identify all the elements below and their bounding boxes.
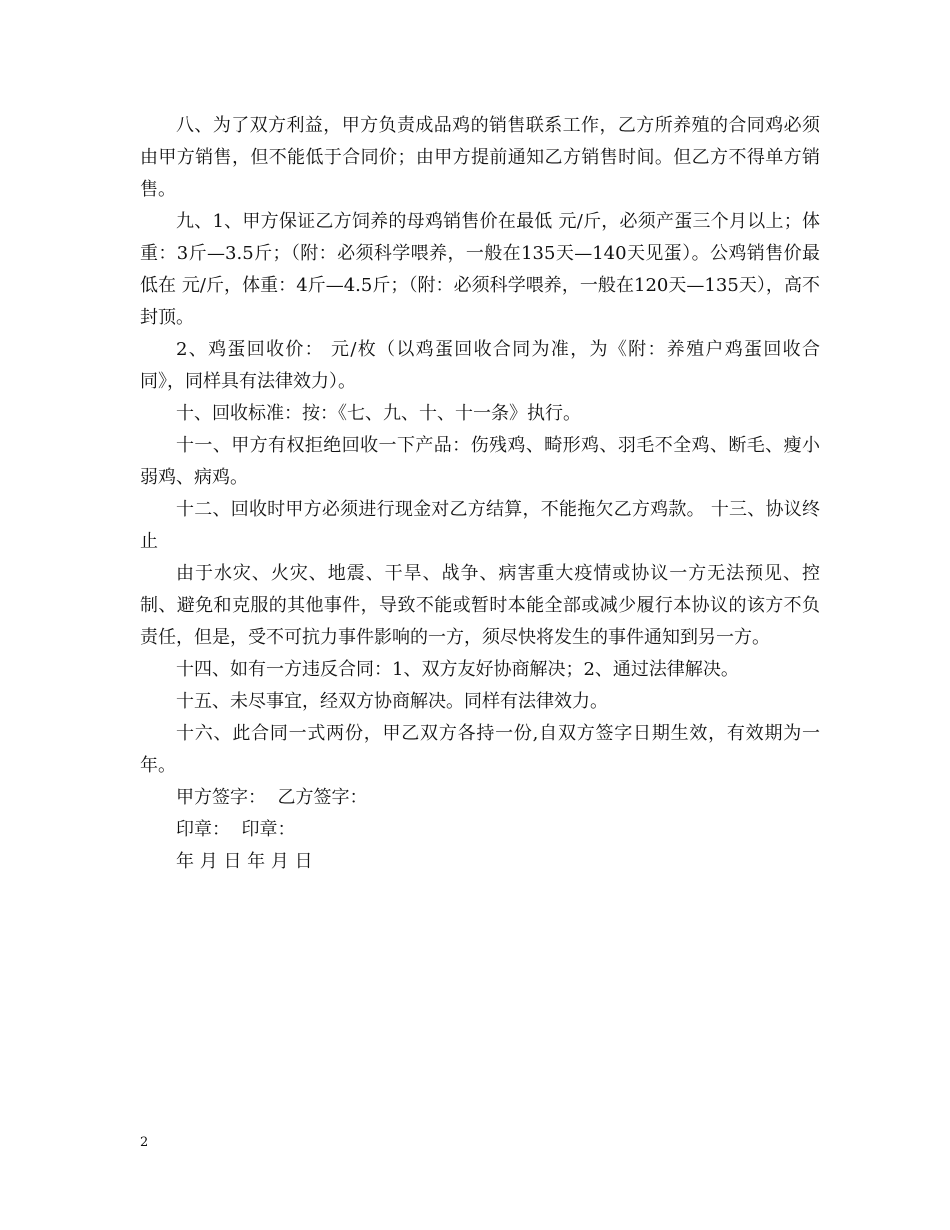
clause-8: 八、为了双方利益，甲方负责成品鸡的销售联系工作，乙方所养殖的合同鸡必须由甲方销售，但不能低于合同价；由甲方提前通知乙方销售时间。但乙方不得单方销售。 bbox=[140, 115, 820, 200]
contract-body bbox=[140, 110, 820, 878]
clause-13-force-majeure: 由于水灾、火灾、地震、干旱、战争、病害重大疫情或协议一方无法预见、控制、避免和克服的其他事件，导致不能或暂时本能全部或减少履行本协议的该方不负责任，但是，受不可抗力事件影响的一方，须尽快将发生的事件通知到另一方。 bbox=[140, 563, 820, 648]
clause-16: 十六、此合同一式两份，甲乙双方各持一份,自双方签字日期生效，有效期为一年。 bbox=[140, 723, 820, 776]
clause-9-1: 九、1、甲方保证乙方饲养的母鸡销售价在最低 元/斤，必须产蛋三个月以上；体重：3斤—3.5斤；（附：必须科学喂养，一般在135天—140天见蛋）。公鸡销售价最低在 元/斤，体重：4斤—4.5斤；（附：必须科学喂养，一般在120天—135天），高不封顶。 bbox=[140, 211, 820, 328]
signature-line: 甲方签字： 乙方签字： bbox=[176, 787, 368, 808]
clause-11: 十一、甲方有权拒绝回收一下产品：伤残鸡、畸形鸡、羽毛不全鸡、断毛、瘦小弱鸡、病鸡。 bbox=[140, 435, 820, 488]
clause-15: 十五、未尽事宜，经双方协商解决。同样有法律效力。 bbox=[176, 691, 608, 712]
clause-9-2: 2、鸡蛋回收价： 元/枚（以鸡蛋回收合同为准，为《附：养殖户鸡蛋回收合同》，同样具有法律效力）。 bbox=[140, 339, 820, 392]
page-number: 2 bbox=[140, 1135, 149, 1150]
date-line: 年 月 日 年 月 日 bbox=[176, 851, 313, 872]
clause-14: 十四、如有一方违反合同：1、双方友好协商解决；2、通过法律解决。 bbox=[176, 659, 739, 680]
clause-12-13: 十二、回收时甲方必须进行现金对乙方结算，不能拖欠乙方鸡款。 十三、协议终止 bbox=[140, 499, 820, 552]
clause-10: 十、回收标准：按：《七、九、十、十一条》执行。 bbox=[176, 403, 581, 424]
seal-line: 印章： 印章： bbox=[176, 819, 296, 840]
